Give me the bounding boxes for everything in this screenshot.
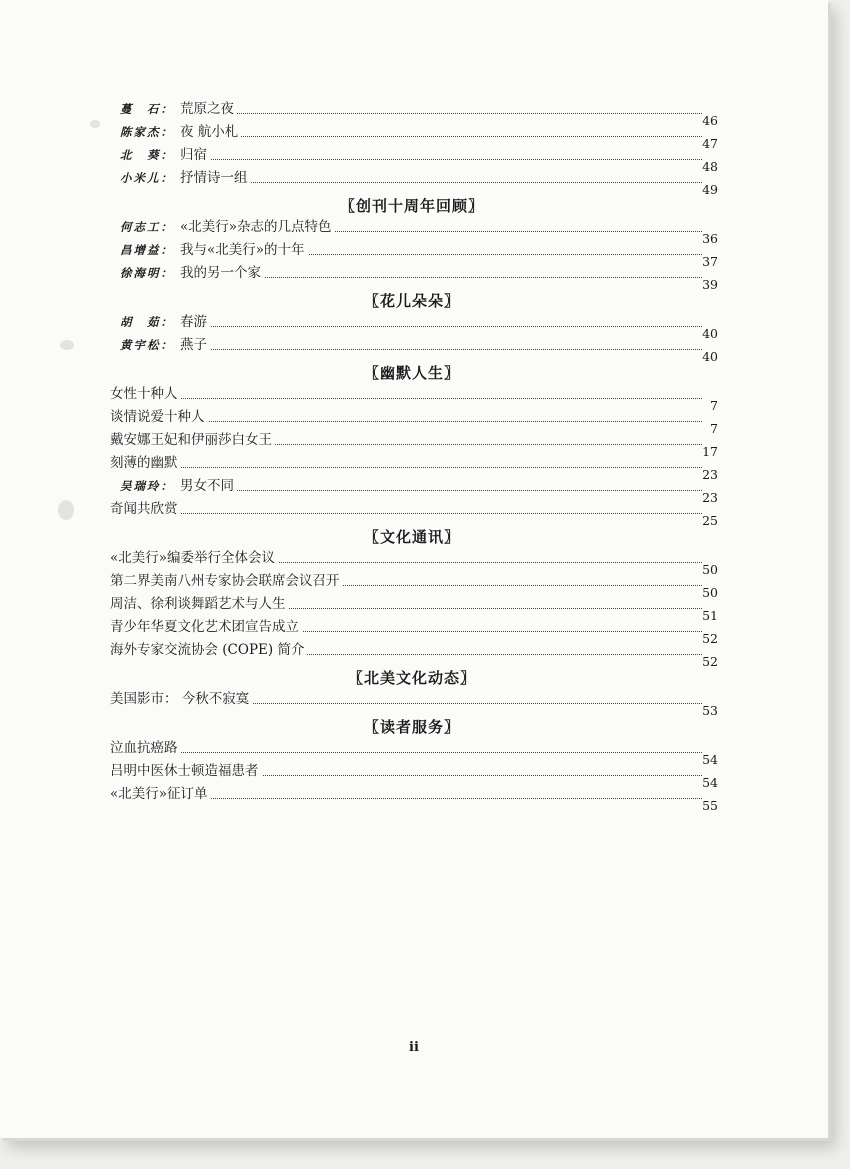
- section-heading: 〖文化通讯〗: [363, 528, 460, 546]
- entry-text: [110, 385, 181, 403]
- toc-entry[interactable]: [108, 336, 718, 364]
- toc-entry[interactable]: [108, 408, 718, 436]
- entry-text: [120, 146, 210, 164]
- entry-text: [120, 169, 251, 187]
- toc-entry[interactable]: [108, 100, 718, 128]
- toc-entry[interactable]: [108, 739, 718, 767]
- toc-entry[interactable]: [108, 500, 718, 528]
- page-number-footer: ii: [409, 1040, 419, 1055]
- toc-entry[interactable]: [108, 454, 718, 482]
- toc-entry[interactable]: [108, 641, 718, 669]
- entry-text: [120, 477, 237, 495]
- entry-page-number: 17: [702, 444, 718, 459]
- entry-title: 刻薄的幽默: [110, 455, 178, 471]
- entry-text: [110, 408, 208, 426]
- entry-page-number: 23: [702, 467, 718, 482]
- entry-title: 荒原之夜: [180, 101, 234, 117]
- toc-entry[interactable]: [108, 123, 718, 151]
- dot-leader: [120, 398, 702, 399]
- entry-text: [110, 618, 302, 636]
- entry-author: 胡 茹：: [120, 315, 174, 329]
- entry-title: «北美行»杂志的几点特色: [180, 219, 332, 235]
- entry-text: [120, 123, 241, 141]
- entry-title: «北美行»征订单: [110, 786, 208, 802]
- toc-entry[interactable]: [108, 477, 718, 505]
- toc-entry[interactable]: [108, 549, 718, 577]
- entry-text: [120, 313, 210, 331]
- entry-title: 海外专家交流协会 (COPE) 简介: [110, 642, 305, 658]
- entry-title: 青少年华夏文化艺术团宣告成立: [110, 619, 299, 635]
- entry-text: [110, 641, 307, 659]
- entry-title: 奇闻共欣赏: [110, 501, 178, 517]
- entry-page-number: 40: [702, 349, 718, 364]
- entry-text: [120, 100, 237, 118]
- entry-text: [110, 785, 211, 803]
- entry-page-number: 7: [710, 398, 718, 413]
- dot-leader: [120, 513, 702, 514]
- entry-title: 燕子: [180, 337, 207, 353]
- entry-page-number: 53: [702, 703, 718, 718]
- entry-page-number: 55: [702, 798, 718, 813]
- section-heading: 〖花儿朵朵〗: [363, 292, 460, 310]
- entry-title: 戴安娜王妃和伊丽莎白女王: [110, 432, 272, 448]
- section-heading: 〖读者服务〗: [363, 718, 460, 736]
- toc-entry[interactable]: [108, 762, 718, 790]
- entry-page-number: 37: [702, 254, 718, 269]
- toc-entry[interactable]: [108, 264, 718, 292]
- toc-entry[interactable]: [108, 169, 718, 197]
- entry-title: «北美行»编委举行全体会议: [110, 550, 276, 566]
- entry-page-number: 47: [702, 136, 718, 151]
- dot-leader: [120, 752, 702, 753]
- toc-entry[interactable]: [108, 218, 718, 246]
- entry-page-number: 23: [702, 490, 718, 505]
- entry-title: 周洁、徐利谈舞蹈艺术与人生: [110, 596, 286, 612]
- entry-author: 黄宇松：: [120, 338, 174, 352]
- entry-page-number: 52: [702, 631, 718, 646]
- entry-text: [110, 572, 343, 590]
- entry-title: 男女不同: [180, 478, 234, 494]
- entry-text: [110, 454, 181, 472]
- section-heading: 〖北美文化动态〗: [347, 669, 476, 687]
- section-heading: 〖创刊十周年回顾〗: [339, 197, 484, 215]
- entry-text: [120, 218, 335, 236]
- entry-title: 春游: [180, 314, 207, 330]
- toc-entry[interactable]: [108, 618, 718, 646]
- entry-page-number: 50: [702, 585, 718, 600]
- entry-page-number: 46: [702, 113, 718, 128]
- entry-author: 小米儿：: [120, 171, 174, 185]
- entry-title: 我的另一个家: [180, 265, 261, 281]
- entry-title: 谈情说爱十种人: [110, 409, 205, 425]
- entry-text: [120, 241, 308, 259]
- entry-title: 我与«北美行»的十年: [180, 242, 305, 258]
- toc-entry[interactable]: [108, 385, 718, 413]
- table-of-contents: [108, 100, 718, 813]
- toc-entry[interactable]: [108, 241, 718, 269]
- entry-author: 徐海明：: [120, 266, 174, 280]
- entry-page-number: 49: [702, 182, 718, 197]
- entry-text: [110, 500, 181, 518]
- entry-text: [110, 739, 181, 757]
- entry-page-number: 40: [702, 326, 718, 341]
- entry-page-number: 36: [702, 231, 718, 246]
- entry-title: 吕明中医休士顿造福患者: [110, 763, 259, 779]
- entry-title: 美国影市： 今秋不寂寞: [110, 691, 250, 707]
- entry-title: 归宿: [180, 147, 207, 163]
- toc-entry[interactable]: [108, 572, 718, 600]
- entry-title: 泣血抗癌路: [110, 740, 178, 756]
- entry-title: 女性十种人: [110, 386, 178, 402]
- entry-page-number: 51: [702, 608, 718, 623]
- section-heading: 〖幽默人生〗: [363, 364, 460, 382]
- toc-entry[interactable]: [108, 595, 718, 623]
- toc-entry[interactable]: [108, 690, 718, 718]
- entry-page-number: 54: [702, 775, 718, 790]
- toc-entry[interactable]: [108, 431, 718, 459]
- entry-text: [120, 264, 264, 282]
- toc-entry[interactable]: [108, 146, 718, 174]
- entry-text: [110, 595, 289, 613]
- entry-text: [110, 762, 262, 780]
- entry-author: 蔓 石：: [120, 102, 174, 116]
- toc-entry[interactable]: [108, 785, 718, 813]
- entry-author: 吴瑞玲：: [120, 479, 174, 493]
- entry-page-number: 54: [702, 752, 718, 767]
- entry-page-number: 7: [710, 421, 718, 436]
- entry-page-number: 48: [702, 159, 718, 174]
- entry-page-number: 50: [702, 562, 718, 577]
- entry-author: 陈家杰：: [120, 125, 174, 139]
- dot-leader: [120, 467, 702, 468]
- entry-page-number: 52: [702, 654, 718, 669]
- entry-text: [120, 336, 210, 354]
- entry-author: 昌增益：: [120, 243, 174, 257]
- entry-title: 夜 航小札: [180, 124, 239, 140]
- toc-entry[interactable]: [108, 313, 718, 341]
- entry-text: [110, 690, 252, 708]
- entry-page-number: 39: [702, 277, 718, 292]
- entry-author: 何志工：: [120, 220, 174, 234]
- entry-author: 北 葵：: [120, 148, 174, 162]
- entry-text: [110, 549, 278, 567]
- entry-text: [110, 431, 275, 449]
- entry-title: 第二界美南八州专家协会联席会议召开: [110, 573, 340, 589]
- entry-title: 抒情诗一组: [180, 170, 248, 186]
- entry-page-number: 25: [702, 513, 718, 528]
